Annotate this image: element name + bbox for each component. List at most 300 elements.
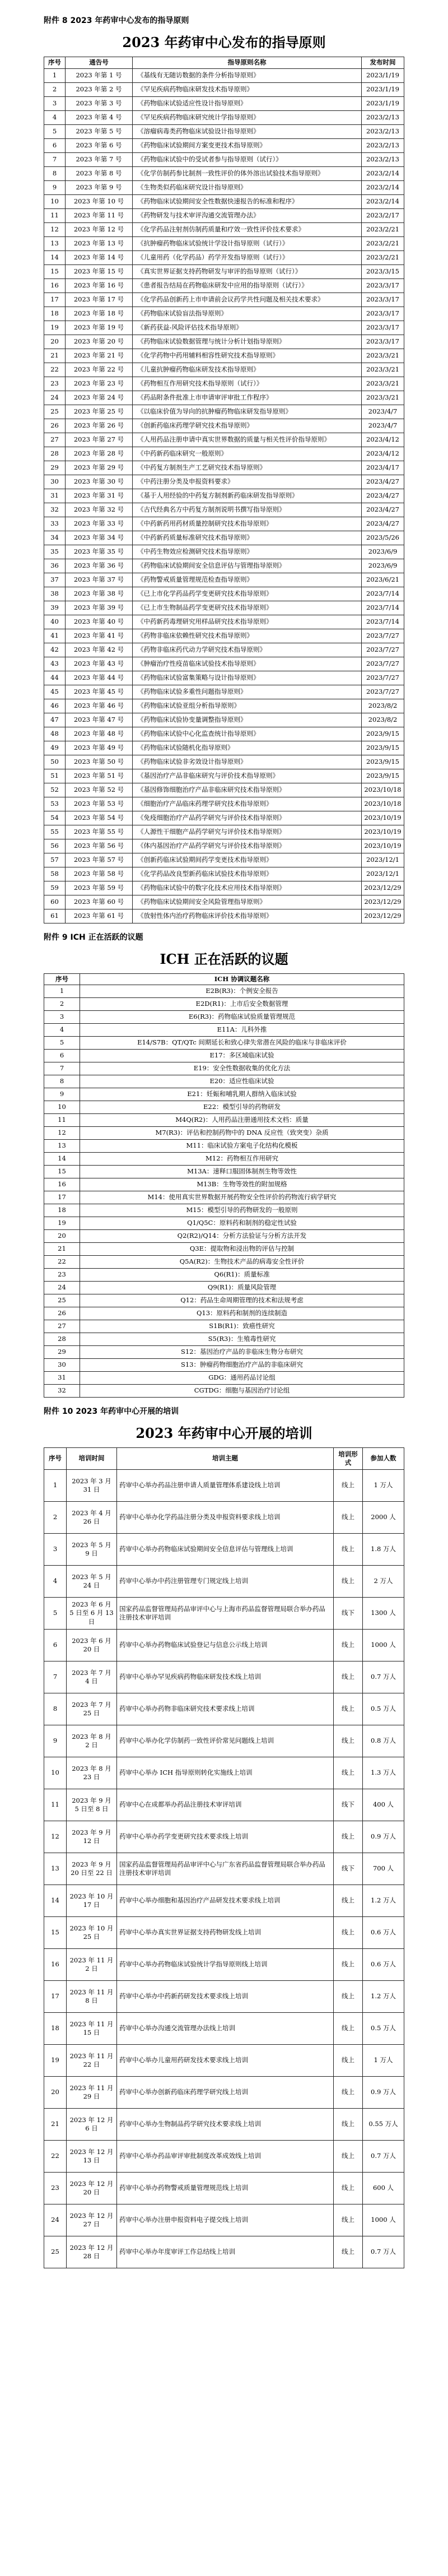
row-number-cell: 14 bbox=[44, 1153, 80, 1166]
table-row bbox=[44, 1153, 404, 1166]
publish-date-cell: 2023/10/18 bbox=[362, 797, 404, 811]
publish-date-cell: 2023/7/27 bbox=[362, 671, 404, 685]
row-number-cell: 1 bbox=[44, 1470, 67, 1502]
table-row bbox=[44, 433, 404, 447]
guideline-name-cell: 《中药新药用药材质量控制研究技术指导原则》 bbox=[133, 517, 362, 531]
row-number-cell: 2 bbox=[44, 82, 66, 96]
publish-date-cell: 2023/3/17 bbox=[362, 279, 404, 293]
guideline-name-cell: 《化学药品改良型新药临床试验技术指导原则》 bbox=[133, 867, 362, 881]
row-number-cell: 12 bbox=[44, 222, 66, 236]
guideline-name-cell: 《药物临床试验协变量调整指导原则》 bbox=[133, 713, 362, 727]
row-number-cell: 35 bbox=[44, 545, 66, 559]
training-topic-cell: 药审中心举办中药注册管理专门规定线上培训 bbox=[117, 1566, 334, 1598]
table-row bbox=[44, 573, 404, 587]
publish-date-cell: 2023/3/21 bbox=[362, 363, 404, 377]
table-row bbox=[44, 685, 404, 699]
table-row bbox=[44, 1566, 404, 1598]
guideline-name-cell: 《药物临床试验适应性设计指导原则》 bbox=[133, 96, 362, 110]
publish-date-cell: 2023/1/19 bbox=[362, 82, 404, 96]
training-format-cell: 线下 bbox=[334, 1789, 363, 1821]
row-number-cell: 8 bbox=[44, 166, 66, 180]
publish-date-cell: 2023/7/27 bbox=[362, 629, 404, 643]
notice-number-cell: 2023 年第 58 号 bbox=[66, 867, 133, 881]
training-format-cell: 线上 bbox=[334, 1630, 363, 1661]
topic-name-cell: M13B：生物等效性的附加规格 bbox=[80, 1178, 404, 1191]
publish-date-cell: 2023/2/21 bbox=[362, 222, 404, 236]
row-number-cell: 29 bbox=[44, 1346, 80, 1359]
table-row bbox=[44, 1011, 404, 1024]
table-row bbox=[44, 2236, 404, 2268]
guideline-name-cell: 《免疫细胞治疗产品药学研究与评价技术指导原则》 bbox=[133, 811, 362, 825]
table-row bbox=[44, 1166, 404, 1178]
table-row bbox=[44, 1191, 404, 1204]
training-date-cell: 2023 年 6 月 5 日至 6 月 13 日 bbox=[67, 1598, 117, 1630]
training-topic-cell: 药审中心举办注册申报资料电子提交线上培训 bbox=[117, 2204, 334, 2236]
notice-number-cell: 2023 年第 1 号 bbox=[66, 68, 133, 82]
publish-date-cell: 2023/4/27 bbox=[362, 489, 404, 503]
table-row bbox=[44, 531, 404, 545]
table-row bbox=[44, 419, 404, 433]
row-number-cell: 24 bbox=[44, 391, 66, 405]
training-date-cell: 2023 年 9 月 12 日 bbox=[67, 1821, 117, 1853]
training-topic-cell: 药审中心举办儿童用药研发技术要求线上培训 bbox=[117, 2045, 334, 2077]
training-format-cell: 线上 bbox=[334, 2173, 363, 2204]
row-number-cell: 47 bbox=[44, 713, 66, 727]
row-number-cell: 48 bbox=[44, 727, 66, 741]
guideline-name-cell: 《创新药临床试验期间药学变更技术指导原则》 bbox=[133, 853, 362, 867]
topic-name-cell: M12：药物相互作用研究 bbox=[80, 1153, 404, 1166]
row-number-cell: 23 bbox=[44, 2173, 67, 2204]
notice-number-cell: 2023 年第 25 号 bbox=[66, 405, 133, 419]
guideline-name-cell: 《基于人用经验的中药复方制剂新药临床研发指导原则》 bbox=[133, 489, 362, 503]
training-date-cell: 2023 年 11 月 29 日 bbox=[67, 2077, 117, 2109]
table-row bbox=[44, 1307, 404, 1320]
row-number-cell: 20 bbox=[44, 335, 66, 349]
notice-number-cell: 2023 年第 24 号 bbox=[66, 391, 133, 405]
row-number-cell: 26 bbox=[44, 419, 66, 433]
guideline-name-cell: 《药物非临床依赖性研究技术指导原则》 bbox=[133, 629, 362, 643]
guideline-name-cell: 《化学仿制药参比制剂一致性评价的体外溶出试验技术指导原则》 bbox=[133, 166, 362, 180]
table-row bbox=[44, 797, 404, 811]
guideline-name-cell: 《药物临床试验期间安全性数据快速报告的标准和程序》 bbox=[133, 194, 362, 208]
row-number-cell: 40 bbox=[44, 615, 66, 629]
table-row bbox=[44, 2077, 404, 2109]
row-number-cell: 10 bbox=[44, 194, 66, 208]
topic-name-cell: M11：临床试验方案电子化结构化模板 bbox=[80, 1140, 404, 1153]
table-row bbox=[44, 447, 404, 461]
topic-name-cell: E2D(R1)：上市后安全数据管理 bbox=[80, 998, 404, 1011]
row-number-cell: 16 bbox=[44, 1949, 67, 1981]
table-row bbox=[44, 1204, 404, 1217]
attendee-count-cell: 0.9 万人 bbox=[363, 2077, 404, 2109]
topic-name-cell: E17：多区域临床试验 bbox=[80, 1050, 404, 1062]
topic-name-cell: Q9(R1)：质量风险管理 bbox=[80, 1282, 404, 1294]
column-header: 发布时间 bbox=[362, 57, 404, 69]
table-row bbox=[44, 1075, 404, 1088]
training-topic-cell: 药审中心举办真实世界证据支持药物研发线上培训 bbox=[117, 1917, 334, 1949]
guideline-name-cell: 《体内基因治疗产品药学研究与评价技术指导原则》 bbox=[133, 839, 362, 853]
row-number-cell: 1 bbox=[44, 985, 80, 998]
notice-number-cell: 2023 年第 10 号 bbox=[66, 194, 133, 208]
publish-date-cell: 2023/4/7 bbox=[362, 405, 404, 419]
notice-number-cell: 2023 年第 20 号 bbox=[66, 335, 133, 349]
table-row bbox=[44, 250, 404, 264]
row-number-cell: 52 bbox=[44, 783, 66, 797]
notice-number-cell: 2023 年第 47 号 bbox=[66, 713, 133, 727]
notice-number-cell: 2023 年第 3 号 bbox=[66, 96, 133, 110]
notice-number-cell: 2023 年第 32 号 bbox=[66, 503, 133, 517]
notice-number-cell: 2023 年第 26 号 bbox=[66, 419, 133, 433]
table-row bbox=[44, 1470, 404, 1502]
guideline-name-cell: 《药物临床试验期间方案变更技术指导原则》 bbox=[133, 138, 362, 152]
notice-number-cell: 2023 年第 49 号 bbox=[66, 741, 133, 755]
training-topic-cell: 药审中心举办罕见疾病药物临床研发技术线上培训 bbox=[117, 1661, 334, 1693]
guideline-name-cell: 《药物临床试验亚组分析指导原则》 bbox=[133, 699, 362, 713]
table-row bbox=[44, 1178, 404, 1191]
table-row bbox=[44, 1372, 404, 1385]
column-header: 培训主题 bbox=[117, 1448, 334, 1470]
training-format-cell: 线上 bbox=[334, 1949, 363, 1981]
notice-number-cell: 2023 年第 40 号 bbox=[66, 615, 133, 629]
publish-date-cell: 2023/3/21 bbox=[362, 377, 404, 391]
row-number-cell: 31 bbox=[44, 489, 66, 503]
row-number-cell: 4 bbox=[44, 1566, 67, 1598]
training-format-cell: 线上 bbox=[334, 1661, 363, 1693]
notice-number-cell: 2023 年第 12 号 bbox=[66, 222, 133, 236]
guideline-name-cell: 《药物临床试验盲法指导原则》 bbox=[133, 307, 362, 321]
row-number-cell: 39 bbox=[44, 601, 66, 615]
table-row bbox=[44, 985, 404, 998]
guideline-name-cell: 《化学药品注射剂仿制药质量和疗效一致性评价技术要求》 bbox=[133, 222, 362, 236]
publish-date-cell: 2023/1/19 bbox=[362, 96, 404, 110]
guideline-name-cell: 《药品附条件批准上市申请审评审批工作程序》 bbox=[133, 391, 362, 405]
publish-date-cell: 2023/4/12 bbox=[362, 433, 404, 447]
notice-number-cell: 2023 年第 28 号 bbox=[66, 447, 133, 461]
table-row bbox=[44, 2045, 404, 2077]
training-topic-cell: 药审中心举办药品注册申请人质量管理体系建设线上培训 bbox=[117, 1470, 334, 1502]
training-format-cell: 线上 bbox=[334, 1502, 363, 1534]
guideline-name-cell: 《药物临床试验中的数字化技术应用技术指导原则》 bbox=[133, 881, 362, 895]
attendee-count-cell: 0.5 万人 bbox=[363, 1693, 404, 1725]
table-row bbox=[44, 699, 404, 713]
training-topic-cell: 药审中心举办 ICH 指导原则转化实施线上培训 bbox=[117, 1757, 334, 1789]
table-row bbox=[44, 293, 404, 307]
guideline-name-cell: 《化学药品创新药上市申请前会议药学共性问题及相关技术要求》 bbox=[133, 293, 362, 307]
attendee-count-cell: 1.3 万人 bbox=[363, 1757, 404, 1789]
publish-date-cell: 2023/2/17 bbox=[362, 208, 404, 222]
table-row bbox=[44, 1661, 404, 1693]
publish-date-cell: 2023/6/21 bbox=[362, 573, 404, 587]
row-number-cell: 13 bbox=[44, 1140, 80, 1153]
notice-number-cell: 2023 年第 39 号 bbox=[66, 601, 133, 615]
row-number-cell: 54 bbox=[44, 811, 66, 825]
notice-number-cell: 2023 年第 9 号 bbox=[66, 180, 133, 194]
row-number-cell: 46 bbox=[44, 699, 66, 713]
row-number-cell: 7 bbox=[44, 152, 66, 166]
notice-number-cell: 2023 年第 33 号 bbox=[66, 517, 133, 531]
table-row bbox=[44, 2173, 404, 2204]
guideline-name-cell: 《新药获益-风险评估技术指导原则》 bbox=[133, 321, 362, 335]
publish-date-cell: 2023/3/21 bbox=[362, 349, 404, 363]
row-number-cell: 61 bbox=[44, 909, 66, 923]
attendee-count-cell: 1 万人 bbox=[363, 2045, 404, 2077]
guideline-name-cell: 《人源性干细胞产品药学研究与评价技术指导原则》 bbox=[133, 825, 362, 839]
training-format-cell: 线上 bbox=[334, 2204, 363, 2236]
table-row bbox=[44, 279, 404, 293]
training-format-cell: 线上 bbox=[334, 2141, 363, 2173]
table-row bbox=[44, 349, 404, 363]
row-number-cell: 22 bbox=[44, 363, 66, 377]
notice-number-cell: 2023 年第 51 号 bbox=[66, 769, 133, 783]
table-row bbox=[44, 1534, 404, 1566]
topic-name-cell: E2B(R3)：个例安全报告 bbox=[80, 985, 404, 998]
topic-name-cell: M13A：速释口服固体制剂生物等效性 bbox=[80, 1166, 404, 1178]
table-row bbox=[44, 1821, 404, 1853]
training-topic-cell: 药审中心举办沟通交流管理办法线上培训 bbox=[117, 2013, 334, 2045]
row-number-cell: 12 bbox=[44, 1127, 80, 1140]
row-number-cell: 33 bbox=[44, 517, 66, 531]
training-date-cell: 2023 年 12 月 28 日 bbox=[67, 2236, 117, 2268]
table-row bbox=[44, 1282, 404, 1294]
training-date-cell: 2023 年 12 月 20 日 bbox=[67, 2173, 117, 2204]
training-format-cell: 线上 bbox=[334, 1566, 363, 1598]
row-number-cell: 14 bbox=[44, 1885, 67, 1917]
table-row bbox=[44, 1598, 404, 1630]
guideline-name-cell: 《中药新药毒理研究用样品研究技术指导原则》 bbox=[133, 615, 362, 629]
topic-name-cell: E22：模型引导的药物研发 bbox=[80, 1101, 404, 1114]
annex-9-label: 附件 9 ICH 正在活跃的议题 bbox=[44, 932, 143, 942]
row-number-cell: 11 bbox=[44, 1114, 80, 1127]
guideline-name-cell: 《放射性体内治疗药物临床评价技术指导原则》 bbox=[133, 909, 362, 923]
attendee-count-cell: 1000 人 bbox=[363, 2204, 404, 2236]
table-row bbox=[44, 1346, 404, 1359]
training-topic-cell: 药审中心举办年度审评工作总结线上培训 bbox=[117, 2236, 334, 2268]
column-header: 指导原则名称 bbox=[133, 57, 362, 69]
training-format-cell: 线上 bbox=[334, 1981, 363, 2013]
topic-name-cell: E14/S7B：QT/QTc 间期延长和致心律失常潜在风险的临床与非临床评价 bbox=[80, 1037, 404, 1050]
training-date-cell: 2023 年 6 月 20 日 bbox=[67, 1630, 117, 1661]
training-format-cell: 线上 bbox=[334, 2109, 363, 2141]
table-header-row bbox=[44, 1448, 404, 1470]
guideline-name-cell: 《药物临床试验数据管理与统计分析计划指导原则》 bbox=[133, 335, 362, 349]
table-row bbox=[44, 881, 404, 895]
publish-date-cell: 2023/3/17 bbox=[362, 321, 404, 335]
row-number-cell: 3 bbox=[44, 96, 66, 110]
guideline-name-cell: 《药物警戒质量管理规范检查指导原则》 bbox=[133, 573, 362, 587]
row-number-cell: 25 bbox=[44, 405, 66, 419]
training-format-cell: 线下 bbox=[334, 1853, 363, 1885]
row-number-cell: 10 bbox=[44, 1757, 67, 1789]
topic-name-cell: M14：使用真实世界数据开展药物安全性评价的药物流行病学研究 bbox=[80, 1191, 404, 1204]
table-row bbox=[44, 1757, 404, 1789]
row-number-cell: 19 bbox=[44, 321, 66, 335]
topic-name-cell: M4Q(R2)：人用药品注册通用技术文档：质量 bbox=[80, 1114, 404, 1127]
table-row bbox=[44, 657, 404, 671]
guideline-name-cell: 《中药复方制剂生产工艺研究技术指导原则》 bbox=[133, 461, 362, 475]
table-row bbox=[44, 461, 404, 475]
publish-date-cell: 2023/10/19 bbox=[362, 839, 404, 853]
training-format-cell: 线下 bbox=[334, 1598, 363, 1630]
training-date-cell: 2023 年 11 月 2 日 bbox=[67, 1949, 117, 1981]
table-row bbox=[44, 335, 404, 349]
table-row bbox=[44, 1853, 404, 1885]
guideline-name-cell: 《溶瘤病毒类药物临床试验设计指导原则》 bbox=[133, 124, 362, 138]
guideline-name-cell: 《儿童用药（化学药品）药学开发指导原则（试行）》 bbox=[133, 250, 362, 264]
row-number-cell: 15 bbox=[44, 264, 66, 279]
training-format-cell: 线上 bbox=[334, 2013, 363, 2045]
table-row bbox=[44, 166, 404, 180]
annex-8-label: 附件 8 2023 年药审中心发布的指导原则 bbox=[44, 16, 189, 25]
attendee-count-cell: 0.6 万人 bbox=[363, 1917, 404, 1949]
notice-number-cell: 2023 年第 60 号 bbox=[66, 895, 133, 909]
table-row bbox=[44, 363, 404, 377]
training-topic-cell: 药审中心举办生物制品药学研究技术要求线上培训 bbox=[117, 2109, 334, 2141]
training-topic-cell: 药审中心举办药学变更研究技术要求线上培训 bbox=[117, 1821, 334, 1853]
training-date-cell: 2023 年 10 月 25 日 bbox=[67, 1917, 117, 1949]
table-row bbox=[44, 517, 404, 531]
row-number-cell: 5 bbox=[44, 124, 66, 138]
training-topic-cell: 国家药品监督管理局药品审评中心与广东省药品监督管理局联合举办药品注册技术审评培训 bbox=[117, 1853, 334, 1885]
training-format-cell: 线上 bbox=[334, 1821, 363, 1853]
table-row bbox=[44, 1050, 404, 1062]
row-number-cell: 3 bbox=[44, 1011, 80, 1024]
publish-date-cell: 2023/9/15 bbox=[362, 769, 404, 783]
notice-number-cell: 2023 年第 54 号 bbox=[66, 811, 133, 825]
row-number-cell: 42 bbox=[44, 643, 66, 657]
notice-number-cell: 2023 年第 38 号 bbox=[66, 587, 133, 601]
row-number-cell: 19 bbox=[44, 1217, 80, 1230]
row-number-cell: 32 bbox=[44, 1385, 80, 1398]
table-row bbox=[44, 998, 404, 1011]
row-number-cell: 51 bbox=[44, 769, 66, 783]
attendee-count-cell: 1.8 万人 bbox=[363, 1534, 404, 1566]
row-number-cell: 49 bbox=[44, 741, 66, 755]
publish-date-cell: 2023/2/21 bbox=[362, 236, 404, 250]
notice-number-cell: 2023 年第 61 号 bbox=[66, 909, 133, 923]
row-number-cell: 44 bbox=[44, 671, 66, 685]
row-number-cell: 38 bbox=[44, 587, 66, 601]
training-format-cell: 线上 bbox=[334, 1885, 363, 1917]
training-format-cell: 线上 bbox=[334, 1757, 363, 1789]
row-number-cell: 21 bbox=[44, 2109, 67, 2141]
publish-date-cell: 2023/12/1 bbox=[362, 867, 404, 881]
row-number-cell: 3 bbox=[44, 1534, 67, 1566]
publish-date-cell: 2023/7/14 bbox=[362, 615, 404, 629]
row-number-cell: 5 bbox=[44, 1598, 67, 1630]
guideline-name-cell: 《真实世界证据支持药物研发与审评的指导原则（试行）》 bbox=[133, 264, 362, 279]
attendee-count-cell: 1 万人 bbox=[363, 1470, 404, 1502]
training-format-cell: 线上 bbox=[334, 1470, 363, 1502]
row-number-cell: 15 bbox=[44, 1917, 67, 1949]
row-number-cell: 13 bbox=[44, 236, 66, 250]
table-row bbox=[44, 391, 404, 405]
notice-number-cell: 2023 年第 56 号 bbox=[66, 839, 133, 853]
notice-number-cell: 2023 年第 34 号 bbox=[66, 531, 133, 545]
row-number-cell: 22 bbox=[44, 1256, 80, 1269]
row-number-cell: 10 bbox=[44, 1101, 80, 1114]
table-row bbox=[44, 1140, 404, 1153]
training-format-cell: 线上 bbox=[334, 1917, 363, 1949]
topic-name-cell: Q3E：提取物和浸出物的评估与控制 bbox=[80, 1243, 404, 1256]
row-number-cell: 41 bbox=[44, 629, 66, 643]
row-number-cell: 28 bbox=[44, 447, 66, 461]
row-number-cell: 11 bbox=[44, 1789, 67, 1821]
attendee-count-cell: 600 人 bbox=[363, 2173, 404, 2204]
notice-number-cell: 2023 年第 27 号 bbox=[66, 433, 133, 447]
training-topic-cell: 药审中心举办化学药品注册分类及申报资料要求线上培训 bbox=[117, 1502, 334, 1534]
publish-date-cell: 2023/6/9 bbox=[362, 559, 404, 573]
notice-number-cell: 2023 年第 48 号 bbox=[66, 727, 133, 741]
notice-number-cell: 2023 年第 50 号 bbox=[66, 755, 133, 769]
table-row bbox=[44, 1101, 404, 1114]
publish-date-cell: 2023/8/2 bbox=[362, 699, 404, 713]
row-number-cell: 57 bbox=[44, 853, 66, 867]
publish-date-cell: 2023/10/19 bbox=[362, 811, 404, 825]
training-date-cell: 2023 年 7 月 4 日 bbox=[67, 1661, 117, 1693]
table-header-row bbox=[44, 57, 404, 69]
row-number-cell: 23 bbox=[44, 377, 66, 391]
row-number-cell: 23 bbox=[44, 1269, 80, 1282]
table-row bbox=[44, 1256, 404, 1269]
guideline-name-cell: 《基因治疗产品非临床研究与评价技术指导原则》 bbox=[133, 769, 362, 783]
row-number-cell: 7 bbox=[44, 1661, 67, 1693]
publish-date-cell: 2023/5/26 bbox=[362, 531, 404, 545]
table-row bbox=[44, 1789, 404, 1821]
guideline-name-cell: 《抗肿瘤药物临床试验统计学设计指导原则（试行）》 bbox=[133, 236, 362, 250]
topic-name-cell: E11A：儿科外推 bbox=[80, 1024, 404, 1037]
attendee-count-cell: 0.9 万人 bbox=[363, 1821, 404, 1853]
topic-name-cell: M15：模型引导的药物研发的一般原则 bbox=[80, 1204, 404, 1217]
row-number-cell: 6 bbox=[44, 1630, 67, 1661]
row-number-cell: 22 bbox=[44, 2141, 67, 2173]
notice-number-cell: 2023 年第 16 号 bbox=[66, 279, 133, 293]
row-number-cell: 30 bbox=[44, 1359, 80, 1372]
table-row bbox=[44, 643, 404, 657]
table-row bbox=[44, 194, 404, 208]
row-number-cell: 21 bbox=[44, 1243, 80, 1256]
training-date-cell: 2023 年 8 月 2 日 bbox=[67, 1725, 117, 1757]
notice-number-cell: 2023 年第 43 号 bbox=[66, 657, 133, 671]
notice-number-cell: 2023 年第 23 号 bbox=[66, 377, 133, 391]
publish-date-cell: 2023/8/2 bbox=[362, 713, 404, 727]
notice-number-cell: 2023 年第 44 号 bbox=[66, 671, 133, 685]
publish-date-cell: 2023/9/15 bbox=[362, 741, 404, 755]
trainings-table bbox=[44, 1447, 404, 2268]
guideline-name-cell: 《罕见疾病药物临床研究统计学指导原则》 bbox=[133, 110, 362, 124]
column-header: 序号 bbox=[44, 1448, 67, 1470]
column-header: 序号 bbox=[44, 57, 66, 69]
publish-date-cell: 2023/3/21 bbox=[362, 391, 404, 405]
table-row bbox=[44, 1320, 404, 1333]
table-header-row bbox=[44, 973, 404, 985]
topic-name-cell: E19：安全性数据收集的优化方法 bbox=[80, 1062, 404, 1075]
table-row bbox=[44, 1693, 404, 1725]
topic-name-cell: S1B(R1)：致癌性研究 bbox=[80, 1320, 404, 1333]
attendee-count-cell: 2000 人 bbox=[363, 1502, 404, 1534]
table-row bbox=[44, 1294, 404, 1307]
row-number-cell: 25 bbox=[44, 2236, 67, 2268]
publish-date-cell: 2023/2/14 bbox=[362, 194, 404, 208]
guideline-name-cell: 《已上市生物制品药学变更研究技术指导原则》 bbox=[133, 601, 362, 615]
table-row bbox=[44, 503, 404, 517]
notice-number-cell: 2023 年第 45 号 bbox=[66, 685, 133, 699]
row-number-cell: 21 bbox=[44, 349, 66, 363]
row-number-cell: 16 bbox=[44, 1178, 80, 1191]
row-number-cell: 14 bbox=[44, 250, 66, 264]
training-date-cell: 2023 年 11 月 15 日 bbox=[67, 2013, 117, 2045]
notice-number-cell: 2023 年第 5 号 bbox=[66, 124, 133, 138]
training-date-cell: 2023 年 5 月 9 日 bbox=[67, 1534, 117, 1566]
